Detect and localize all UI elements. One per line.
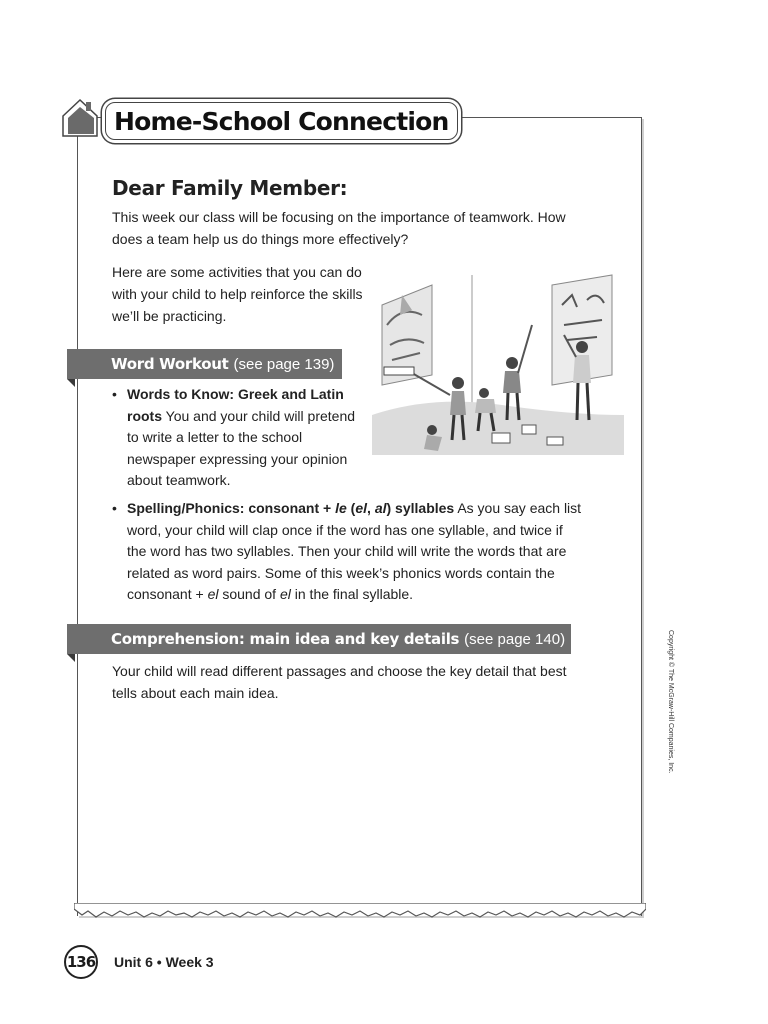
copyright-text: Copyright © The McGraw-Hill Companies, Inc. [667, 630, 674, 774]
greeting-heading: Dear Family Member: [112, 176, 348, 200]
spelling-text-el: el [279, 586, 291, 602]
comprehension-paragraph: Your child will read different passages and choose the key detail that best tells about each main idea. [112, 663, 567, 701]
banner-notch [67, 379, 75, 387]
page-number-badge: 136 [64, 945, 98, 979]
spelling-heading-al: al [374, 500, 387, 516]
teamwork-mural-illustration [372, 265, 624, 455]
spelling-heading-part: Spelling/Phonics: consonant + [127, 500, 336, 516]
spelling-heading-part: ( [346, 500, 356, 516]
word-workout-title: Word Workout [111, 355, 229, 373]
activities-paragraph: Here are some activities that you can do with your child to help reinforce the skills we’ll be practicing. [112, 264, 363, 324]
comprehension-banner [67, 624, 571, 654]
words-to-know-heading: Words to Know: Greek and Latin roots [127, 386, 344, 424]
torn-edge-divider [74, 903, 646, 925]
spelling-heading-part: , [367, 500, 375, 516]
page-title: Home-School Connection [114, 106, 449, 136]
words-to-know-text: You and your child will pretend to write a letter to the school newspaper expressing your opinion about teamwork. [127, 407, 356, 488]
spelling-text: sound of [218, 586, 280, 602]
intro-paragraph: This week our class will be focusing on the importance of teamwork. How does a team help us do things more effectively? [112, 209, 566, 247]
spelling-text: As you say each list word, your child will clap once if the word has one syllable, and twice if the word has two syllables. Then your child will write the words that are related as word pairs. Some of this week’s phonics words contain the consonant + [127, 500, 582, 602]
spelling-heading-part: ) syllables [386, 500, 455, 516]
word-workout-banner [67, 349, 342, 379]
spelling-heading-le: le [335, 500, 347, 516]
comprehension-page-ref: (see page 140) [464, 630, 566, 648]
header-title-box [105, 102, 458, 140]
comprehension-title: Comprehension: main idea and key details [111, 630, 460, 648]
spelling-text: in the final syllable. [290, 586, 414, 602]
unit-week-label: Unit 6 • Week 3 [114, 954, 214, 970]
banner-notch [67, 654, 75, 662]
house-icon [60, 96, 100, 138]
word-workout-page-ref: (see page 139) [233, 355, 335, 373]
bullet-dot: • [112, 500, 117, 516]
list-item-spelling-phonics [112, 498, 582, 606]
list-item-words-to-know [112, 384, 367, 492]
spelling-heading-el: el [355, 500, 368, 516]
spelling-text-el: el [207, 586, 219, 602]
copyright-notice [662, 630, 676, 780]
bullet-dot: • [112, 386, 117, 402]
